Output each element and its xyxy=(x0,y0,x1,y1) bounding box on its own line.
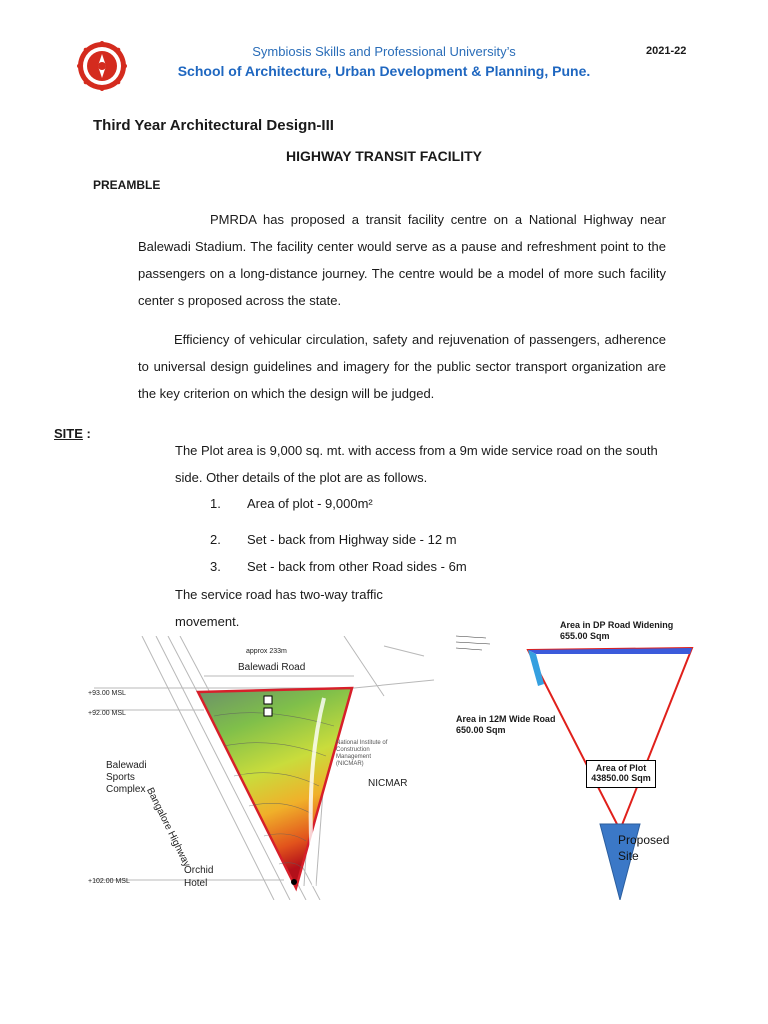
institute-label: National Institute of Construction Management (NICMAR) xyxy=(336,740,388,767)
balewadi-road-label: Balewadi Road xyxy=(238,662,306,673)
site-map xyxy=(84,636,444,900)
top-dimension-label: approx 233m xyxy=(246,648,287,655)
university-name: Symbiosis Skills and Professional University’s xyxy=(252,44,516,59)
site-item-text: Set - back from other Road sides - 6m xyxy=(247,559,467,574)
plot-area-label: Area of Plot xyxy=(595,763,647,773)
balewadi-sports-label: Balewadi Sports Complex xyxy=(106,760,147,795)
site-heading-text: SITE xyxy=(54,426,83,441)
site-item-text: Set - back from Highway side - 12 m xyxy=(247,532,457,547)
proposed-site-label: Proposed Site xyxy=(618,833,670,863)
road12-value: 650.00 Sqm xyxy=(456,725,506,735)
course-title: Third Year Architectural Design-III xyxy=(93,117,334,134)
highway-label: Bangalore Highway xyxy=(144,786,193,869)
preamble-paragraph-2 xyxy=(138,326,666,407)
preamble-heading: PREAMBLE xyxy=(93,178,161,192)
nicmar-label: NICMAR xyxy=(368,778,408,789)
academic-year: 2021-22 xyxy=(646,45,687,57)
dp-road-value: 655.00 Sqm xyxy=(560,631,610,641)
site-intro: The Plot area is 9,000 sq. mt. with access from a 9m wide service road on the south side. Other details of the plot are as follows. xyxy=(175,443,658,485)
document-title: HIGHWAY TRANSIT FACILITY xyxy=(285,148,482,164)
plot-area-value: 43850.00 Sqm xyxy=(591,773,651,783)
site-heading xyxy=(54,426,91,441)
site-item-number: 2. xyxy=(210,532,221,547)
site-heading-colon: : xyxy=(82,426,91,441)
msl-label-93: +93.00 MSL xyxy=(88,690,126,697)
service-road-note: The service road has two-way traffic movement. xyxy=(175,587,383,629)
road12-label: Area in 12M Wide Road xyxy=(456,714,556,724)
orchid-hotel-label: Orchid Hotel xyxy=(184,865,214,889)
msl-label-92: +92.00 MSL xyxy=(88,710,126,717)
plot-diagram xyxy=(446,618,702,900)
site-item-text: Area of plot - 9,000m² xyxy=(247,496,373,511)
preamble-paragraph-2-text: Efficiency of vehicular circulation, safety and rejuvenation of passengers, adherence to universal design guidelines and imagery for the public sector transport organization are the key criterion on which the design will be judged. xyxy=(138,332,666,401)
school-name: School of Architecture, Urban Development & Planning, Pune. xyxy=(177,63,591,79)
dp-road-label: Area in DP Road Widening xyxy=(560,620,674,630)
plot-area-box xyxy=(586,760,656,788)
msl-label-102: +102.00 MSL xyxy=(88,878,130,885)
preamble-paragraph-1 xyxy=(138,206,666,314)
site-item-number: 1. xyxy=(210,496,221,511)
site-item-number: 3. xyxy=(210,559,221,574)
preamble-paragraph-1-text: PMRDA has proposed a transit facility centre on a National Highway near Balewadi Stadium. The facility center would serve as a pause and refreshment point to the passengers on a long-distance journey. The centre would be a model of more such facility center s proposed across the state. xyxy=(138,212,666,308)
